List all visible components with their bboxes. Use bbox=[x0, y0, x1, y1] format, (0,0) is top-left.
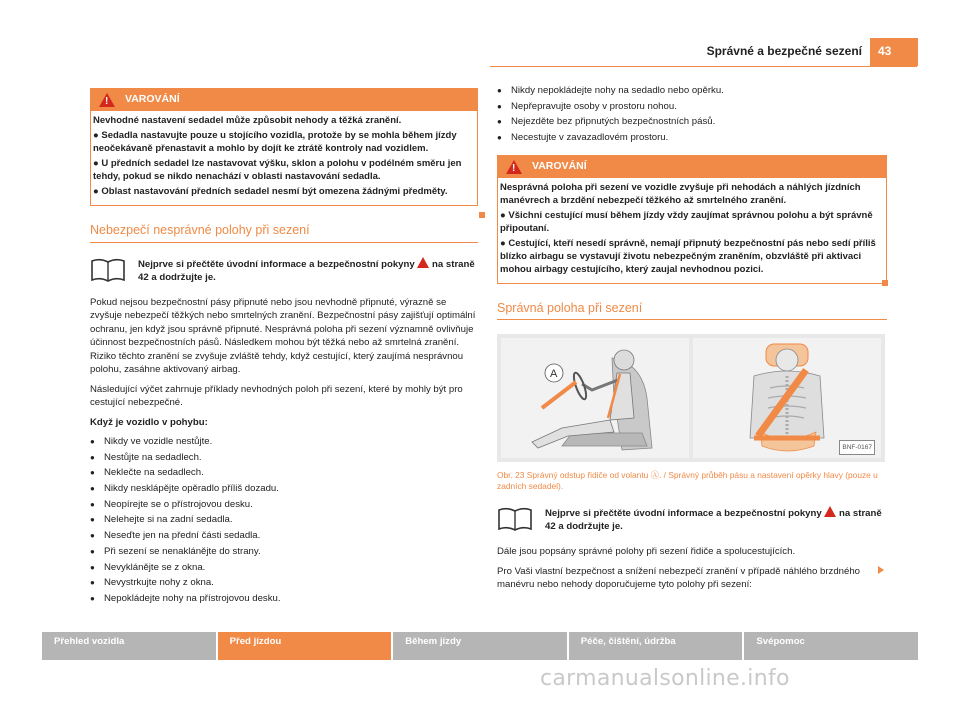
warning-triangle-icon: ! bbox=[99, 93, 115, 107]
warning-body bbox=[91, 111, 477, 205]
list-item: ● Nepokládejte nohy na přístrojovou desku. bbox=[90, 592, 478, 606]
right-column bbox=[497, 84, 887, 598]
page-reference-link[interactable]: na straně 42 a dodržujte je. bbox=[545, 508, 882, 533]
warning-box-posture bbox=[497, 155, 887, 284]
list-item: ● Nikdy nesklápějte opěradlo příliš dozadu. bbox=[90, 482, 478, 496]
tab-self-help[interactable]: Svépomoc bbox=[744, 632, 918, 660]
list-item: ● Nikdy ve vozidle nestůjte. bbox=[90, 435, 478, 449]
warning-title: VAROVÁNÍ bbox=[125, 93, 180, 106]
continue-arrow-icon bbox=[878, 566, 884, 574]
warning-paragraph: ● Oblast nastavování předních sedadel nesmí být omezena žádnými předměty. bbox=[93, 186, 448, 197]
warning-header bbox=[91, 89, 477, 111]
figure-label-a: A bbox=[550, 368, 558, 381]
list-item: ● Nikdy nepokládejte nohy na sedadlo nebo opěrku. bbox=[497, 84, 887, 98]
header-divider bbox=[490, 66, 917, 67]
page-number: 43 bbox=[870, 38, 918, 66]
page-header-title: Správné a bezpečné sezení bbox=[706, 44, 862, 58]
warning-paragraph: Nevhodné nastavení sedadel může způsobit nehody a těžká zranění. bbox=[93, 115, 402, 126]
positions-paragraph: Dále jsou popsány správné polohy při sezení řidiče a spolucestujících. bbox=[497, 546, 796, 558]
list-item: ● Nestůjte na sedadlech. bbox=[90, 451, 478, 465]
read-first-note bbox=[497, 506, 887, 533]
warning-triangle-icon bbox=[824, 506, 836, 517]
book-icon bbox=[90, 257, 126, 283]
warning-paragraph: ● U předních sedadel lze nastavovat výšku, sklon a polohu v podélném směru jen tehdy, pokud se nikdo nenachází v oblasti nastavování sedadla. bbox=[93, 158, 462, 182]
list-item: ● Nejezděte bez připnutých bezpečnostních pásů. bbox=[497, 115, 887, 129]
read-first-note bbox=[90, 257, 478, 284]
examples-paragraph: Následující výčet zahrnuje příklady nevhodných poloh při sezení, které by mohly být pro cestující nebezpečné. bbox=[90, 383, 463, 408]
wrong-posture-list bbox=[90, 435, 478, 605]
page-reference-link[interactable]: na straně 42 a dodržujte je. bbox=[138, 258, 475, 283]
driver-seated-illustration bbox=[501, 338, 689, 458]
warning-triangle-icon bbox=[417, 257, 429, 268]
section-title-wrong-posture: Nebezpečí nesprávné polohy při sezení bbox=[90, 224, 478, 243]
read-first-text bbox=[545, 506, 887, 533]
tab-vehicle-overview[interactable]: Přehled vozidla bbox=[42, 632, 216, 660]
section-end-marker bbox=[479, 212, 485, 218]
figure-caption: Obr. 23 Správný odstup řidiče od volantu Ⓐ. / Správný průběh pásu a nastavení opěrky hlavy (pouze u zadních sedadel). bbox=[497, 470, 878, 492]
list-item: ● Nevystrkujte nohy z okna. bbox=[90, 576, 478, 590]
warning-box-seats bbox=[90, 88, 478, 206]
chapter-nav bbox=[42, 632, 918, 660]
tab-while-driving[interactable]: Během jízdy bbox=[393, 632, 567, 660]
left-column bbox=[90, 88, 478, 608]
warning-body bbox=[498, 178, 886, 283]
figure-rear-panel bbox=[693, 338, 881, 458]
figure-driver-panel bbox=[501, 338, 689, 458]
list-item: ● Nepřepravujte osoby v prostoru nohou. bbox=[497, 100, 887, 114]
list-item: ● Při sezení se nenaklánějte do strany. bbox=[90, 545, 478, 559]
warning-paragraph: ● Sedadla nastavujte pouze u stojícího vozidla, protože by se mohla během jízdy neočekávaně přenastavit a mohlo by dojít ke ztrátě kontroly nad vozidlem. bbox=[93, 130, 457, 154]
read-first-before: Nejprve si přečtěte úvodní informace a bezpečnostní pokyny bbox=[138, 258, 415, 270]
list-item: ● Neopírejte se o přístrojovou desku. bbox=[90, 498, 478, 512]
intro-paragraph: Pokud nejsou bezpečnostní pásy připnuté nebo jsou nevhodně připnuté, výrazně se zvyšuje nebezpečí těžkých nebo smrtelných zranění. Bezpečnostní pásy zajišťují optimální ochranu, jen když jsou správně připnuté. Nesprávná poloha při sezení významně ovlivňuje účinnost bezpečnostních pásů. Následkem mohou být těžká nebo až smrtelná zranění. Riziko těchto zranění se zvyšuje zvláště tehdy, když cestující, který zaujímá nesprávnou polohu, zasáhne aktivovaný airbag. bbox=[90, 296, 476, 375]
section-end-marker bbox=[882, 280, 888, 286]
tab-before-driving[interactable]: Před jízdou bbox=[218, 632, 392, 660]
warning-header bbox=[498, 156, 886, 178]
list-item: ● Necestujte v zavazadlovém prostoru. bbox=[497, 131, 887, 145]
warning-paragraph: Nesprávná poloha při sezení ve vozidle zvyšuje při nehodách a náhlých jízdních manévrech a brzdění nebezpečí těžkého až smrtelného zranění. bbox=[500, 181, 861, 206]
driving-heading: Když je vozidlo v pohybu: bbox=[90, 416, 208, 428]
warning-paragraph: ● Všichni cestující musí během jízdy vždy zaujímat správnou polohu a být správně připoutaní. bbox=[500, 209, 873, 234]
list-item: ● Nelehejte si na zadní sedadla. bbox=[90, 513, 478, 527]
warning-title: VAROVÁNÍ bbox=[532, 159, 587, 172]
read-first-text bbox=[138, 257, 478, 284]
figure-code: BNF-0167 bbox=[839, 440, 875, 456]
list-item: ● Nevyklánějte se z okna. bbox=[90, 561, 478, 575]
watermark: carmanualsonline.info bbox=[540, 666, 790, 691]
list-item: ● Neklečte na sedadlech. bbox=[90, 466, 478, 480]
recommendation-paragraph: Pro Vaši vlastní bezpečnost a snížení nebezpečí zranění v případě náhlého brzdného manévru nebo nehody doporučujeme tyto polohy při sezení: bbox=[497, 565, 861, 591]
read-first-before: Nejprve si přečtěte úvodní informace a bezpečnostní pokyny bbox=[545, 508, 822, 520]
warning-paragraph: ● Cestující, kteří nesedí správně, nemají připnutý bezpečnostní pás nebo sedí příliš blízko airbagu se vystavují životu nebezpečným zraněním, obzvláště při aktivaci mohou airbagy cestujícího, který zaujal nevhodnou pozici. bbox=[500, 237, 876, 275]
list-item: ● Neseďte jen na přední části sedadla. bbox=[90, 529, 478, 543]
tab-care-maintenance[interactable]: Péče, čištění, údržba bbox=[569, 632, 743, 660]
book-icon bbox=[497, 506, 533, 532]
section-title-correct-posture: Správná poloha při sezení bbox=[497, 302, 887, 321]
warning-triangle-icon: ! bbox=[506, 160, 522, 174]
wrong-posture-list-continued bbox=[497, 84, 887, 145]
figure-seating-position bbox=[497, 334, 885, 462]
